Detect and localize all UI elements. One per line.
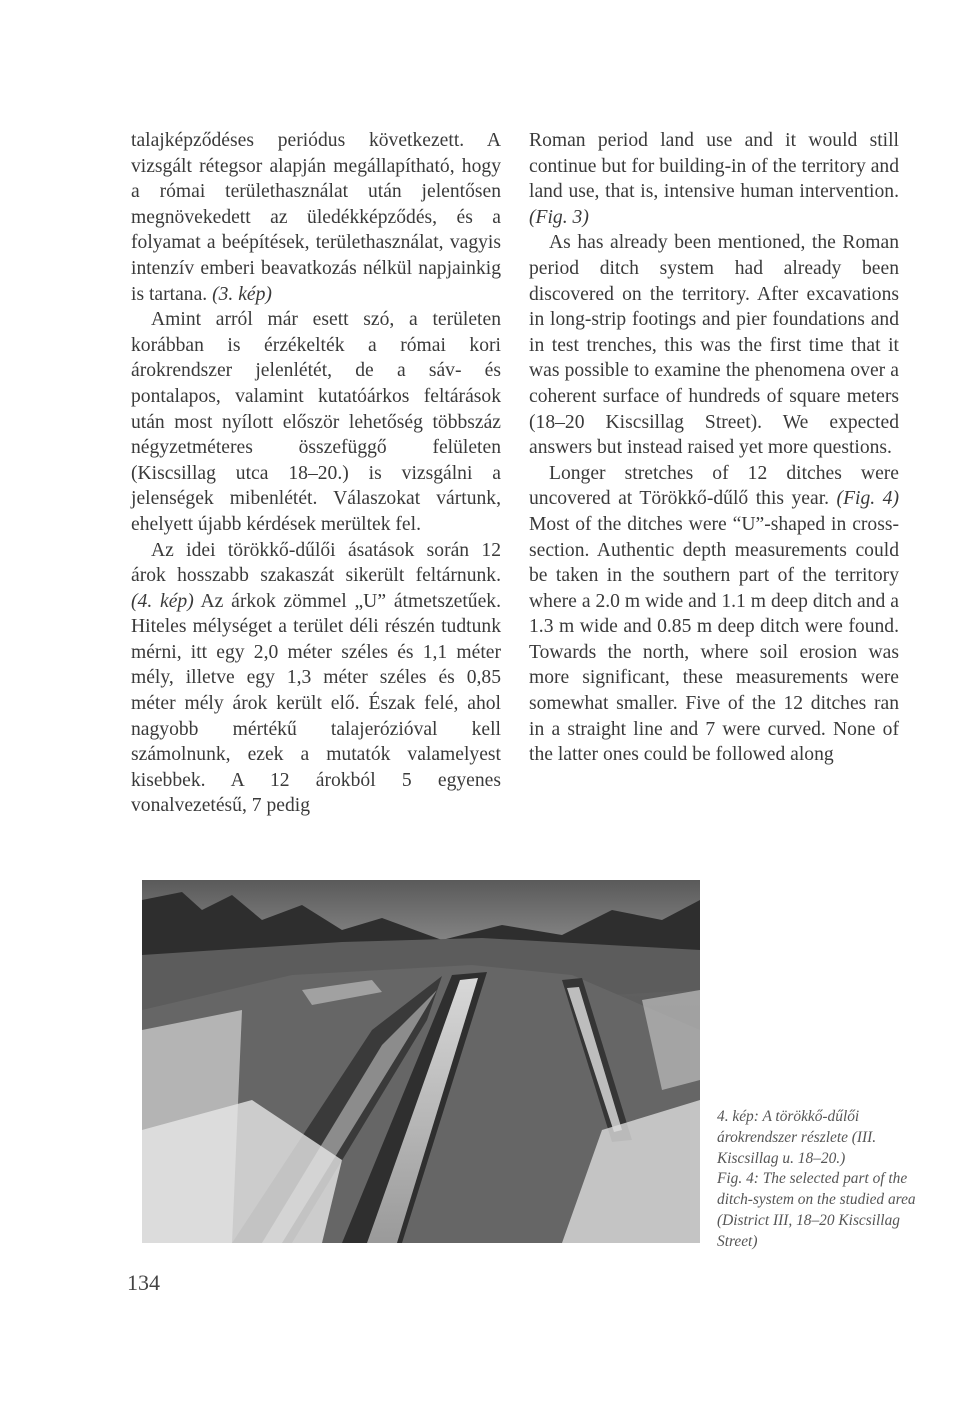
- left-figure-ref-4: (4. kép): [131, 590, 194, 612]
- left-column-hungarian: [131, 128, 501, 819]
- left-paragraph-2: Amint arról már esett szó, a területen korábban is érzékelték a római kori árokrendszer jelenlétét, de a sáv- és pontalapos, valamint kutatóárkos feltárások után most nyílott először lehetőség többszáz négyzetméteres összefüggő felületen (Kiscsillag utca 18–20.) is vizsgálni a jelenségek mibenlétét. Válaszokat vártunk, ehelyett újabb kérdések merültek fel.: [131, 309, 501, 535]
- right-paragraph-3: Longer stretches of 12 ditches were uncovered at Törökkő-dűlő this year. (Fig. 4) Most of the ditches were “U”-shaped in cross-section. Authentic depth measurements could be taken in the southern part of the territory where a 2.0 m wide and 1.1 m deep ditch and a 1.3 m wide and 0.85 m deep ditch were found. Towards the north, where soil erosion was more significant, these measurements were somewhat smaller. Five of the 12 ditches ran in a straight line and 7 were curved. None of the latter ones could be followed along: [529, 462, 899, 766]
- left-figure-ref-3: (3. kép): [212, 283, 272, 305]
- right-column-english: [529, 128, 899, 768]
- page-number: 134: [127, 1270, 160, 1295]
- left-paragraph-3: Az idei törökkő-dűlői ásatások során 12 árok hosszabb szakaszát sikerült feltárnunk. (4. kép) Az árkok zömmel „U” átmetszetűek. Hiteles mélységet a terület déli részén tudtunk mérni, itt egy 2,0 méter széles és 1,1 méter mély, illetve egy 1,3 méter széles és 0,85 méter mély árok került elő. Észak felé, ahol nagyobb mértékű talajerózióval kell számolnunk, ezek a mutatók valamelyest kisebbek. A 12 árokból 5 egyenes vonalvezetésű, 7 pedig: [131, 539, 501, 817]
- figure-caption: [717, 1107, 917, 1253]
- caption-hungarian: 4. kép: A törökkő-dűlői árokrendszer részlete (III. Kiscsillag u. 18–20.): [717, 1108, 877, 1167]
- right-paragraph-1: Roman period land use and it would still continue but for building-in of the territory and land use, that is, intensive human intervention. (Fig. 3): [529, 130, 899, 228]
- right-figure-ref-3: (Fig. 3): [529, 206, 589, 228]
- excavation-photo: [142, 880, 700, 1243]
- caption-english: Fig. 4: The selected part of the ditch-system on the studied area (District III, 18–20 Kiscsillag Street): [717, 1170, 916, 1250]
- left-paragraph-1: talajképződéses periódus következett. A vizsgált rétegsor alapján megállapítható, hogy a római területhasználat után jelentősen megnövekedett az üledékképződés, és a folyamat a beépítések, területhasználat, vagyis intenzív emberi beavatkozás nélkül napjainkig is tartana. (3. kép): [131, 130, 501, 305]
- right-figure-ref-4: (Fig. 4): [836, 488, 899, 510]
- right-paragraph-2: As has already been mentioned, the Roman period ditch system had already been discovered on the territory. After excavations in long-strip footings and pier foundations and in test trenches, this was the first time that it was possible to examine the phenomena over a coherent surface of hundreds of square meters (18–20 Kiscsillag Street). We expected answers but instead raised yet more questions.: [529, 232, 899, 459]
